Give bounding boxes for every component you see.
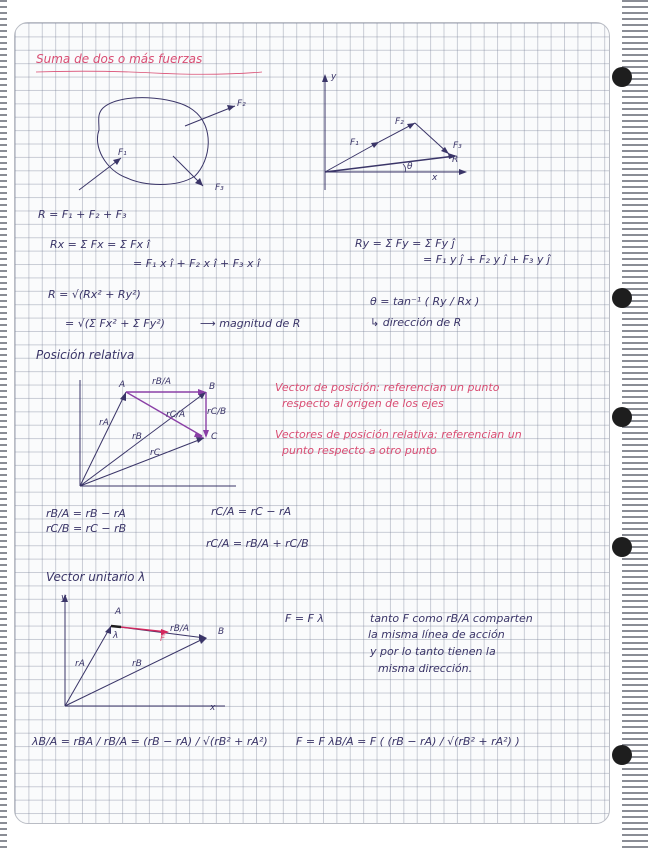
unit-point-b-label: B: [218, 627, 225, 637]
eq-rca-sum: rC/A = rB/A + rC/B: [206, 537, 309, 550]
eq-ry-line1: Ry = Σ Fy = Σ Fy ĵ: [355, 237, 455, 250]
force-label-f1: F₁: [118, 148, 127, 158]
binder-hole: [612, 537, 632, 557]
section-heading-unit-vector: Vector unitario λ: [46, 570, 146, 584]
eq-rba: rB/A = rB − rA: [46, 507, 126, 520]
force-blob-diagram: [75, 90, 275, 220]
direction-label: ↳ dirección de R: [370, 316, 462, 329]
page-title: Suma de dos o más fuerzas: [36, 52, 203, 66]
unit-text-line2: la misma línea de acción: [368, 628, 505, 641]
polygon-label-f3: F₃: [453, 141, 462, 151]
force-label-f2: F₂: [237, 99, 246, 109]
magnitude-label: ⟶ magnitud de R: [200, 317, 301, 330]
binder-hole: [612, 407, 632, 427]
force-f-label: F: [160, 634, 166, 644]
unit-vector-diagram: [55, 594, 235, 714]
eq-f-lambda: F = F λ: [285, 612, 324, 625]
note-position-vector-line2: respecto al origen de los ejes: [282, 397, 444, 410]
eq-r-magnitude2: = √(Σ Fx² + Σ Fy²): [65, 317, 165, 330]
axis-x-label: x: [432, 173, 438, 183]
note-position-vector-line1: Vector de posición: referencian un punto: [275, 381, 500, 394]
vector-ra-label: rA: [99, 418, 109, 428]
title-underline: [34, 68, 264, 76]
note-relative-vector-line2: punto respecto a otro punto: [282, 444, 437, 457]
eq-rcb: rC/B = rC − rB: [46, 522, 127, 535]
force-label-f3: F₃: [215, 183, 224, 193]
unit-axis-x-label: x: [210, 703, 216, 713]
point-a-label: A: [119, 380, 126, 390]
vector-rb-label: rB: [132, 432, 142, 442]
unit-vector-rba-label: rB/A: [170, 624, 190, 634]
eq-rx-line2: = F₁ x î + F₂ x î + F₃ x î: [133, 257, 261, 270]
unit-text-line4: misma dirección.: [378, 662, 473, 675]
vector-rc-label: rC: [150, 448, 160, 458]
lambda-label: λ: [113, 631, 119, 641]
axis-y-label: y: [331, 72, 337, 82]
eq-theta: θ = tan⁻¹ ( Ry / Rx ): [370, 295, 480, 308]
note-relative-vector-line1: Vectores de posición relativa: referencian un: [275, 428, 522, 441]
binder-hole: [612, 67, 632, 87]
point-b-label: B: [209, 382, 216, 392]
vector-rca-label: rC/A: [166, 410, 186, 420]
spiral-binding-left: [0, 0, 7, 848]
eq-ry-line2: = F₁ y ĵ + F₂ y ĵ + F₃ y ĵ: [423, 253, 551, 266]
eq-r-magnitude1: R = √(Rx² + Ry²): [48, 288, 141, 301]
unit-axis-y-label: y: [61, 593, 67, 603]
unit-vector-rb-label: rB: [132, 659, 142, 669]
polygon-label-f1: F₁: [350, 138, 359, 148]
vector-rba-label: rB/A: [152, 377, 172, 387]
unit-point-a-label: A: [115, 607, 122, 617]
polygon-label-f2: F₂: [395, 117, 404, 127]
polygon-label-r: R: [452, 155, 459, 165]
vector-rcb-label: rC/B: [207, 407, 227, 417]
unit-text-line1: tanto F como rB/A comparten: [370, 612, 533, 625]
eq-rca: rC/A = rC − rA: [211, 505, 292, 518]
point-c-label: C: [211, 432, 218, 442]
eq-f-final: F = F λB/A = F ( (rB − rA) / √(rB² + rA²) ): [296, 735, 520, 748]
section-heading-relative-position: Posición relativa: [36, 348, 135, 362]
force-polygon-diagram: [315, 70, 475, 200]
unit-vector-ra-label: rA: [75, 659, 85, 669]
binder-hole: [612, 745, 632, 765]
unit-text-line3: y por lo tanto tienen la: [370, 645, 496, 658]
polygon-label-theta: θ: [407, 162, 413, 172]
eq-lambda-ba: λB/A = rBA / rB/A = (rB − rA) / √(rB² + rA²): [32, 735, 268, 748]
binder-hole: [612, 288, 632, 308]
eq-resultant-sum: R = F₁ + F₂ + F₃: [38, 208, 127, 221]
eq-rx-line1: Rx = Σ Fx = Σ Fx î: [50, 238, 150, 251]
